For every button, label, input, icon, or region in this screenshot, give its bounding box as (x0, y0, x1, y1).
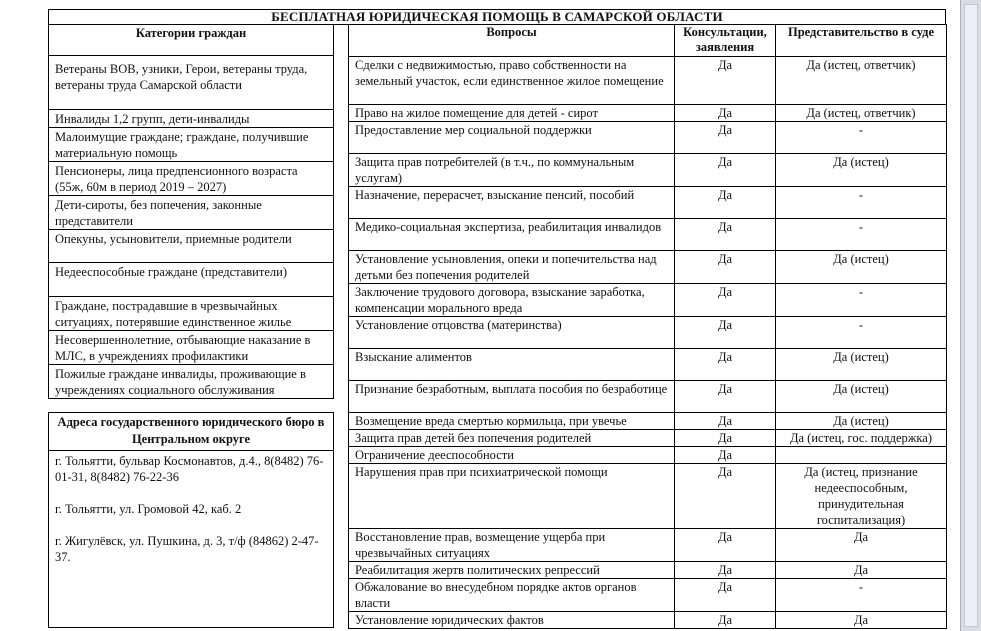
question-cell: Признание безработным, выплата пособия по безработице (349, 381, 675, 413)
question-row (349, 349, 947, 381)
consultation-cell: Да (675, 251, 776, 284)
questions-table (348, 24, 947, 629)
question-cell: Предоставление мер социальной поддержки (349, 122, 675, 154)
court-cell: Да (776, 612, 947, 629)
question-row (349, 187, 947, 219)
question-row (349, 122, 947, 154)
window-right-edge (960, 0, 981, 631)
question-row (349, 284, 947, 317)
court-cell: Да (776, 529, 947, 562)
addresses-header: Адреса государственного юридического бюро в Центральном округе (49, 413, 334, 451)
category-row: Малоимущие граждане; граждане, получившие материальную помощь (49, 128, 334, 162)
consultation-cell: Да (675, 317, 776, 349)
consultation-cell: Да (675, 122, 776, 154)
question-row (349, 447, 947, 464)
court-cell: Да (истец) (776, 154, 947, 187)
question-cell: Заключение трудового договора, взыскание заработка, компенсации морального вреда (349, 284, 675, 317)
page-title: БЕСПЛАТНАЯ ЮРИДИЧЕСКАЯ ПОМОЩЬ В САМАРСКОЙ ОБЛАСТИ (48, 9, 946, 25)
consultations-header: Консультации, заявления (675, 25, 776, 57)
court-cell (776, 447, 947, 464)
vertical-scrollbar[interactable] (964, 4, 978, 627)
consultation-cell: Да (675, 612, 776, 629)
question-row (349, 105, 947, 122)
question-row (349, 413, 947, 430)
question-row (349, 154, 947, 187)
question-row (349, 562, 947, 579)
addresses-cell (49, 451, 334, 628)
consultation-cell: Да (675, 105, 776, 122)
question-row (349, 464, 947, 529)
category-row: Недееспособные граждане (представители) (49, 263, 334, 297)
question-row (349, 430, 947, 447)
consultation-cell: Да (675, 57, 776, 105)
consultation-cell: Да (675, 219, 776, 251)
question-cell: Взыскание алиментов (349, 349, 675, 381)
consultation-cell: Да (675, 447, 776, 464)
court-cell: - (776, 317, 947, 349)
court-cell: Да (776, 562, 947, 579)
consultation-cell: Да (675, 579, 776, 612)
consultation-cell: Да (675, 381, 776, 413)
court-cell: - (776, 579, 947, 612)
court-cell: Да (истец, признание недееспособным, принудительная госпитализация) (776, 464, 947, 529)
category-row: Пожилые граждане инвалиды, проживающие в учреждениях социального обслуживания (49, 365, 334, 399)
question-row (349, 529, 947, 562)
consultation-cell: Да (675, 562, 776, 579)
question-row (349, 317, 947, 349)
category-row: Инвалиды 1,2 групп, дети-инвалиды (49, 110, 334, 128)
categories-table (48, 24, 334, 399)
question-cell: Право на жилое помещение для детей - сирот (349, 105, 675, 122)
question-cell: Возмещение вреда смертью кормильца, при увечье (349, 413, 675, 430)
address-line: г. Тольятти, ул. Громовой 42, каб. 2 (55, 502, 242, 516)
court-cell: Да (истец, ответчик) (776, 105, 947, 122)
question-row (349, 219, 947, 251)
category-row: Дети-сироты, без попечения, законные представители (49, 196, 334, 230)
court-representation-header: Представительство в суде (776, 25, 947, 57)
court-cell: Да (истец) (776, 251, 947, 284)
question-cell: Установление юридических фактов (349, 612, 675, 629)
address-line: г. Жигулёвск, ул. Пушкина, д. 3, т/ф (84862) 2-47-37. (55, 534, 319, 564)
court-cell: - (776, 284, 947, 317)
consultation-cell: Да (675, 284, 776, 317)
question-cell: Реабилитация жертв политических репрессий (349, 562, 675, 579)
question-cell: Нарушения прав при психиатрической помощи (349, 464, 675, 529)
category-row: Пенсионеры, лица предпенсионного возраста (55ж, 60м в период 2019 – 2027) (49, 162, 334, 196)
address-line: г. Тольятти, бульвар Космонавтов, д.4., 8(8482) 76-01-31, 8(8482) 76-22-36 (55, 454, 324, 484)
category-row: Опекуны, усыновители, приемные родители (49, 230, 334, 263)
court-cell: Да (истец, ответчик) (776, 57, 947, 105)
court-cell: Да (истец, гос. поддержка) (776, 430, 947, 447)
question-cell: Сделки с недвижимостью, право собственности на земельный участок, если единственное жилое помещение (349, 57, 675, 105)
court-cell: Да (истец) (776, 349, 947, 381)
addresses-table (48, 412, 334, 628)
consultation-cell: Да (675, 430, 776, 447)
question-cell: Установление усыновления, опеки и попечительства над детьми без попечения родителей (349, 251, 675, 284)
court-cell: - (776, 187, 947, 219)
question-row (349, 57, 947, 105)
question-cell: Ограничение дееспособности (349, 447, 675, 464)
consultation-cell: Да (675, 464, 776, 529)
consultation-cell: Да (675, 154, 776, 187)
questions-header: Вопросы (349, 25, 675, 57)
question-cell: Медико-социальная экспертиза, реабилитация инвалидов (349, 219, 675, 251)
court-cell: Да (истец) (776, 381, 947, 413)
question-cell: Установление отцовства (материнства) (349, 317, 675, 349)
question-cell: Защита прав потребителей (в т.ч., по коммунальным услугам) (349, 154, 675, 187)
question-cell: Назначение, перерасчет, взыскание пенсий, пособий (349, 187, 675, 219)
question-row (349, 579, 947, 612)
categories-header: Категории граждан (49, 25, 334, 56)
consultation-cell: Да (675, 529, 776, 562)
category-row: Граждане, пострадавшие в чрезвычайных ситуациях, потерявшие единственное жилье (49, 297, 334, 331)
question-cell: Защита прав детей без попечения родителей (349, 430, 675, 447)
question-row (349, 251, 947, 284)
consultation-cell: Да (675, 413, 776, 430)
category-row: Несовершеннолетние, отбывающие наказание в МЛС, в учреждениях профилактики (49, 331, 334, 365)
question-row (349, 612, 947, 629)
court-cell: Да (истец) (776, 413, 947, 430)
consultation-cell: Да (675, 187, 776, 219)
question-cell: Обжалование во внесудебном порядке актов органов власти (349, 579, 675, 612)
court-cell: - (776, 219, 947, 251)
category-row: Ветераны ВОВ, узники, Герои, ветераны труда, ветераны труда Самарской области (49, 56, 334, 110)
consultation-cell: Да (675, 349, 776, 381)
question-cell: Восстановление прав, возмещение ущерба при чрезвычайных ситуациях (349, 529, 675, 562)
question-row (349, 381, 947, 413)
court-cell: - (776, 122, 947, 154)
